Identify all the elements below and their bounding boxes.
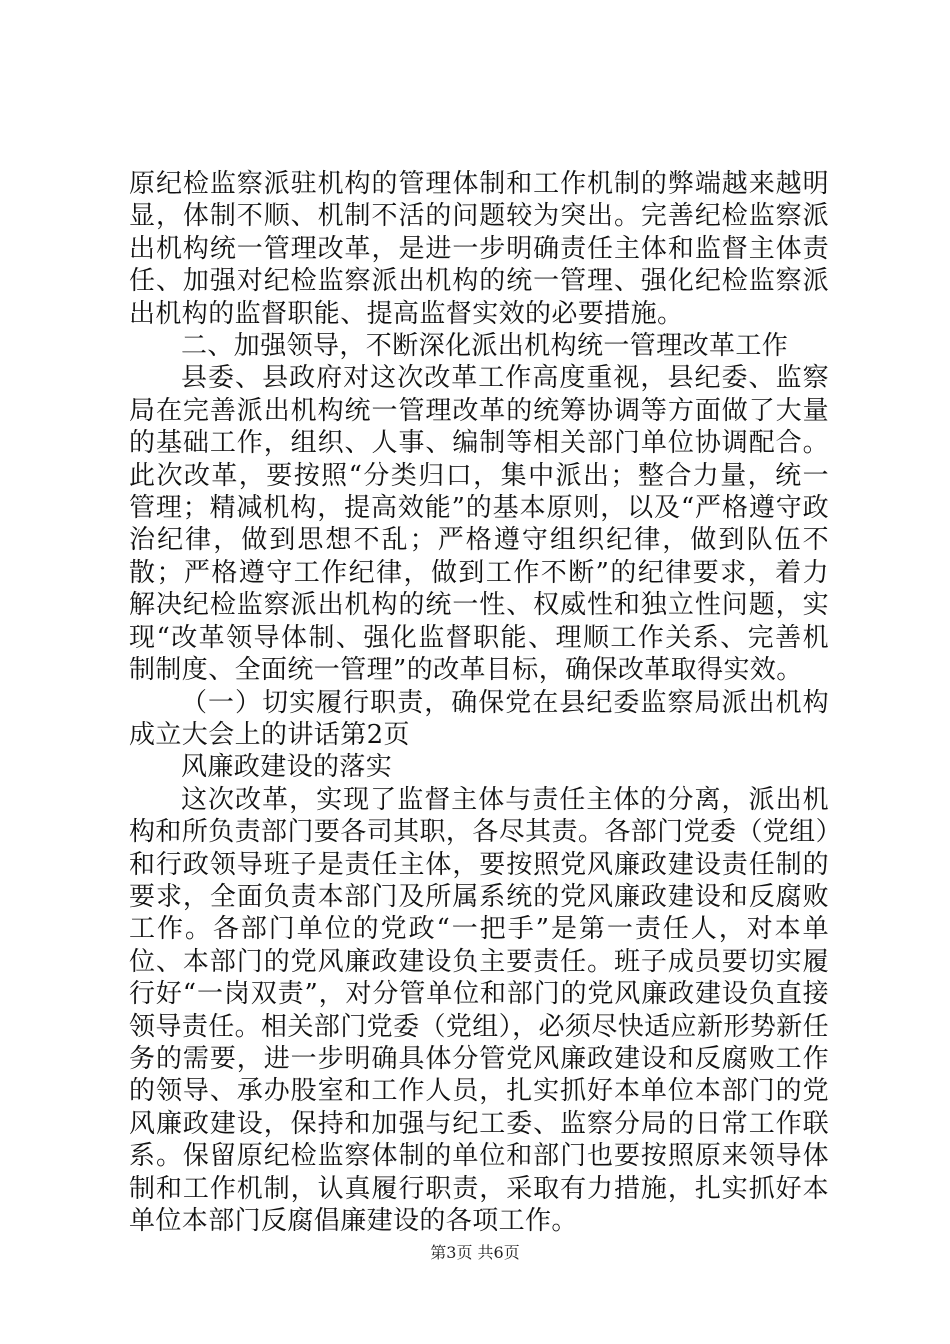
paragraph-responsibility: 这次改革，实现了监督主体与责任主体的分离，派出机构和所负责部门要各司其职，各尽其责。各部门党委（党组）和行政领导班子是责任主体，要按照党风廉政建设责任制的要求，全面负责本部门及所属系统的党风廉政建设和反腐败工作。各部门单位的党政“一把手”是第一责任人，对本单位、本部门的党风廉政建设负主要责任。班子成员要切实履行好“一岗双责”，对分管单位和部门的党风廉政建设负直接领导责任。相关部门党委（党组），必须尽快适应新形势新任务的需要，进一步明确具体分管党风廉政建设和反腐败工作的领导、承办股室和工作人员，扎实抓好本单位本部门的党风廉政建设，保持和加强与纪工委、监察分局的日常工作联系。保留原纪检监察体制的单位和部门也要按照原来领导体制和工作机制，认真履行职责，采取有力措施，扎实抓好本单位本部门反腐倡廉建设的各项工作。: [129, 784, 829, 1236]
subsection-heading-1: （一）切实履行职责，确保党在县纪委监察局派出机构成立大会上的讲话第2页: [129, 687, 829, 750]
paragraph-continuation: 原纪检监察派驻机构的管理体制和工作机制的弊端越来越明显，体制不顺、机制不活的问题较为突出。完善纪检监察派出机构统一管理改革，是进一步明确责任主体和监督主体责任、加强对纪检监察派出机构的统一管理、强化纪检监察派出机构的监督职能、提高监督实效的必要措施。: [129, 169, 829, 329]
subsection-heading-1-continued: 风廉政建设的落实: [181, 752, 393, 783]
document-body: [129, 168, 829, 1237]
page-number: 第3页 共6页: [430, 1243, 520, 1262]
paragraph-reform-requirements: 县委、县政府对这次改革工作高度重视，县纪委、监察局在完善派出机构统一管理改革的统筹协调等方面做了大量的基础工作，组织、人事、编制等相关部门单位协调配合。此次改革，要按照“分类归口，集中派出；整合力量，统一管理；精减机构，提高效能”的基本原则，以及“严格遵守政治纪律，做到思想不乱；严格遵守组织纪律，做到队伍不散；严格遵守工作纪律，做到工作不断”的纪律要求，着力解决纪检监察派出机构的统一性、权威性和独立性问题，实现“改革领导体制、强化监督职能、理顺工作关系、完善机制制度、全面统一管理”的改革目标，确保改革取得实效。: [129, 363, 829, 686]
section-heading-2: 二、加强领导，不断深化派出机构统一管理改革工作: [181, 331, 789, 362]
